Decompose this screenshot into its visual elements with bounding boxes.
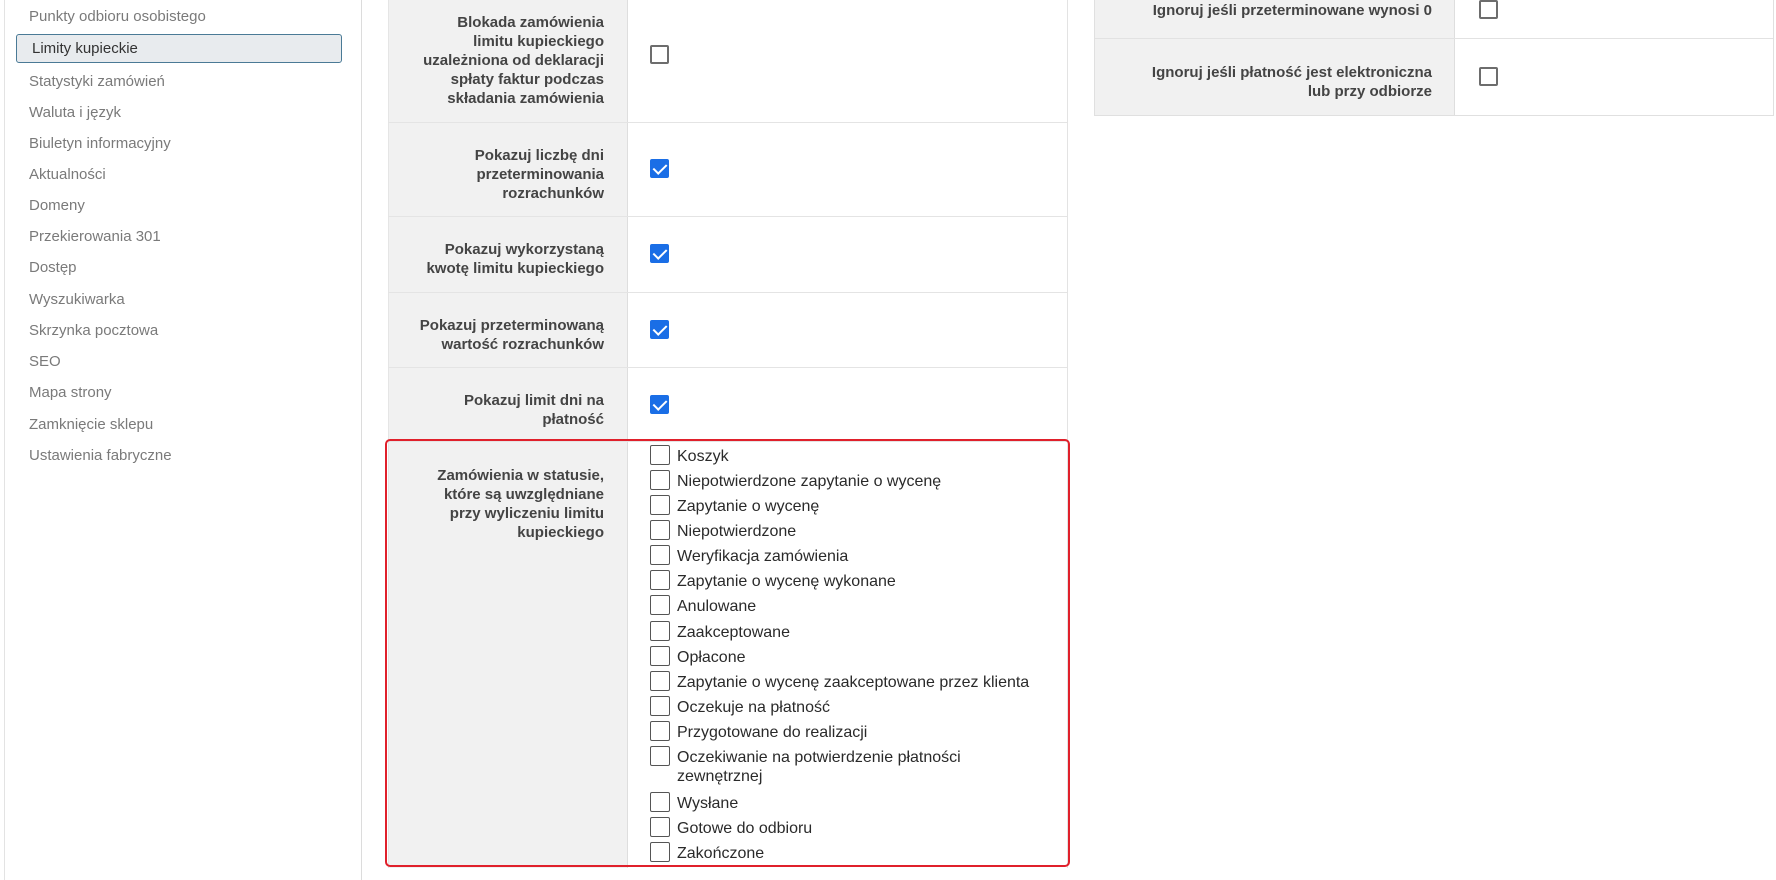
checkbox-przeterminowana-wartosc[interactable] xyxy=(650,320,669,339)
label-line: płatność xyxy=(542,411,604,428)
status-checkbox-wyslane[interactable] xyxy=(650,792,670,812)
status-checkbox-koszyk[interactable] xyxy=(650,445,670,465)
status-label-zaakceptowane-przez-klienta: Zapytanie o wycenę zaakceptowane przez klienta xyxy=(677,674,1030,691)
checkbox-wykorzystana-kwota[interactable] xyxy=(650,244,669,263)
settings-label-column xyxy=(388,0,628,868)
sidebar-item-skrzynka[interactable]: Skrzynka pocztowa xyxy=(29,322,159,339)
status-checkbox-zapytanie-wykonane[interactable] xyxy=(650,570,670,590)
status-label-niepotwierdzone: Niepotwierdzone xyxy=(677,523,797,540)
status-label-gotowe-do-odbioru: Gotowe do odbioru xyxy=(677,820,813,837)
label-line: kwotę limitu kupieckiego xyxy=(426,260,604,277)
setting-label-limit-dni xyxy=(384,391,604,429)
label-line: które są uwzględniane xyxy=(443,486,604,503)
status-checkbox-zapytanie-o-wycene[interactable] xyxy=(650,495,670,515)
label-line: uzależniona od deklaracji xyxy=(423,52,604,69)
status-checkbox-oczekuje-na-platnosc[interactable] xyxy=(650,696,670,716)
label-line: Pokazuj wykorzystaną xyxy=(444,241,604,258)
setting-label-liczba-dni xyxy=(384,146,604,203)
status-checkbox-zaakceptowane[interactable] xyxy=(650,621,670,641)
status-checkbox-zakonczone[interactable] xyxy=(650,842,670,862)
setting-label-blokada xyxy=(384,13,604,108)
status-label-niepotwierdzone-zapytanie: Niepotwierdzone zapytanie o wycenę xyxy=(677,473,942,490)
label-line: limitu kupieckiego xyxy=(473,33,604,50)
setting-label-zamowienia-w-statusie xyxy=(384,466,604,542)
sidebar-item-seo[interactable]: SEO xyxy=(29,353,61,370)
label-line: Ignoruj jeśli płatność jest elektroniczna xyxy=(1151,64,1432,81)
label-line: lub przy odbiorze xyxy=(1307,83,1432,100)
label-line: kupieckiego xyxy=(517,524,604,541)
sidebar-item-zamkniecie[interactable]: Zamknięcie sklepu xyxy=(29,416,154,433)
status-label-anulowane: Anulowane xyxy=(677,598,757,615)
setting-label-ignoruj-zero xyxy=(1153,1,1432,20)
checkbox-blokada[interactable] xyxy=(650,45,669,64)
sidebar-item-wyszukiwarka[interactable]: Wyszukiwarka xyxy=(29,291,125,308)
label-line: przeterminowania xyxy=(476,166,604,183)
setting-label-wykorzystana-kwota xyxy=(384,240,604,278)
label-line: Zamówienia w statusie, xyxy=(437,467,604,484)
status-label-oplacone: Opłacone xyxy=(677,649,746,666)
label-line: wartość rozrachunków xyxy=(441,336,604,353)
row-divider xyxy=(388,441,1067,442)
status-checkbox-oczekiwanie-na-potwierdzenie[interactable] xyxy=(650,746,670,766)
sidebar-item-domeny[interactable]: Domeny xyxy=(29,197,85,214)
row-divider xyxy=(388,367,1067,368)
label-line: Ignoruj jeśli przeterminowane wynosi 0 xyxy=(1152,2,1432,19)
sidebar-item-mapa-strony[interactable]: Mapa strony xyxy=(29,384,112,401)
status-checkbox-przygotowane[interactable] xyxy=(650,721,670,741)
label-line: spłaty faktur podczas xyxy=(450,71,604,88)
status-checkbox-niepotwierdzone-zapytanie[interactable] xyxy=(650,470,670,490)
setting-label-przeterminowana-wartosc xyxy=(384,316,604,354)
label-line: Blokada zamówienia xyxy=(457,14,604,31)
checkbox-ignoruj-platnosc[interactable] xyxy=(1479,67,1498,86)
status-checkbox-anulowane[interactable] xyxy=(650,595,670,615)
settings-sidebar xyxy=(4,0,362,880)
setting-label-ignoruj-platnosc xyxy=(1152,63,1432,101)
row-divider xyxy=(388,216,1067,217)
column-divider xyxy=(1454,0,1455,115)
row-divider xyxy=(388,122,1067,123)
label-line: Pokazuj liczbę dni xyxy=(474,147,604,164)
row-divider xyxy=(1095,38,1773,39)
status-checkbox-weryfikacja[interactable] xyxy=(650,545,670,565)
sidebar-item-limity-kupieckie[interactable]: Limity kupieckie xyxy=(16,34,342,63)
sidebar-item-ustawienia-fabryczne[interactable]: Ustawienia fabryczne xyxy=(29,447,172,464)
checkbox-ignoruj-zero[interactable] xyxy=(1479,0,1498,19)
status-label-zaakceptowane: Zaakceptowane xyxy=(677,624,790,641)
status-label-wyslane: Wysłane xyxy=(677,795,739,812)
label-line: składania zamówienia xyxy=(447,90,604,107)
status-label-zapytanie-o-wycene: Zapytanie o wycenę xyxy=(677,498,820,515)
label-line: przy wyliczeniu limitu xyxy=(449,505,604,522)
status-label-weryfikacja: Weryfikacja zamówienia xyxy=(677,548,849,565)
label-line: rozrachunków xyxy=(502,185,604,202)
label-line: Oczekiwanie na potwierdzenie płatności xyxy=(677,749,961,766)
status-label-oczekiwanie-na-potwierdzenie xyxy=(677,748,961,786)
label-line: Pokazuj limit dni na xyxy=(463,392,604,409)
sidebar-item-waluta[interactable]: Waluta i język xyxy=(29,104,121,121)
sidebar-item-przekierowania[interactable]: Przekierowania 301 xyxy=(29,228,161,245)
sidebar-item-punkty-odbioru[interactable]: Punkty odbioru osobistego xyxy=(29,8,206,25)
status-checkbox-zaakceptowane-przez-klienta[interactable] xyxy=(650,671,670,691)
sidebar-item-biuletyn[interactable]: Biuletyn informacyjny xyxy=(29,135,171,152)
label-line: zewnętrznej xyxy=(677,768,763,785)
status-label-oczekuje-na-platnosc: Oczekuje na płatność xyxy=(677,699,830,716)
checkbox-limit-dni[interactable] xyxy=(650,395,669,414)
row-divider xyxy=(388,292,1067,293)
settings-right-table xyxy=(1094,0,1774,116)
status-label-zapytanie-wykonane: Zapytanie o wycenę wykonane xyxy=(677,573,896,590)
sidebar-item-statystyki[interactable]: Statystyki zamówień xyxy=(29,73,165,90)
status-label-koszyk: Koszyk xyxy=(677,448,729,465)
status-checkbox-niepotwierdzone[interactable] xyxy=(650,520,670,540)
status-checkbox-gotowe-do-odbioru[interactable] xyxy=(650,817,670,837)
checkbox-liczba-dni[interactable] xyxy=(650,159,669,178)
sidebar-item-dostep[interactable]: Dostęp xyxy=(29,259,77,276)
status-label-przygotowane: Przygotowane do realizacji xyxy=(677,724,868,741)
sidebar-item-aktualnosci[interactable]: Aktualności xyxy=(29,166,106,183)
status-checkbox-oplacone[interactable] xyxy=(650,646,670,666)
status-label-zakonczone: Zakończone xyxy=(677,845,765,862)
label-line: Pokazuj przeterminowaną xyxy=(419,317,604,334)
